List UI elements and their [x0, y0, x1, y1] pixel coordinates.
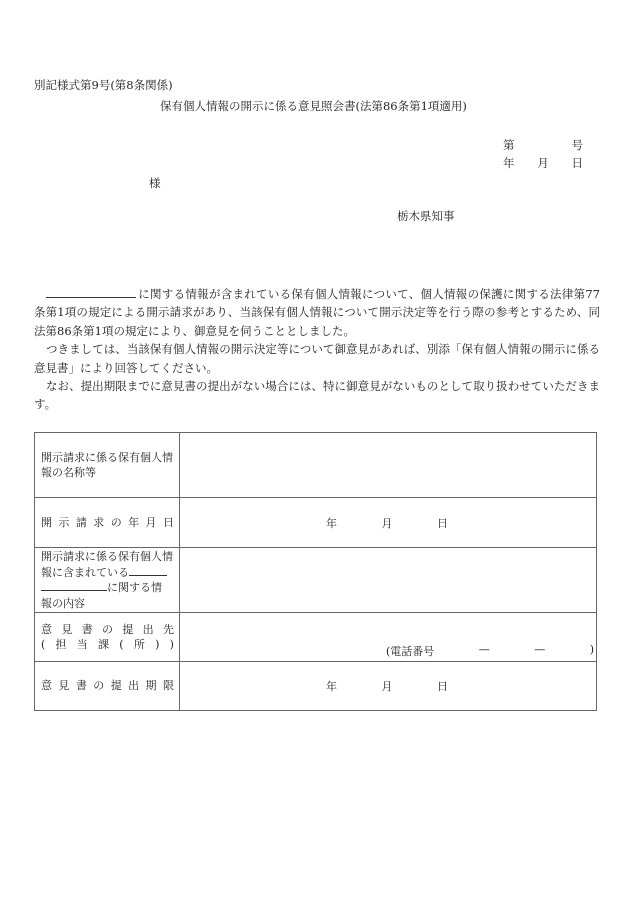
request-day: 日: [437, 516, 448, 530]
phone-label: (電話番号: [386, 645, 435, 658]
label-info-content-a: 開示請求に係る保有個人情報に含まれている: [41, 550, 173, 579]
label-char: 当: [76, 638, 88, 651]
label-char: 求: [93, 515, 105, 529]
phone-close: ): [589, 643, 594, 656]
table-row: [35, 662, 597, 711]
label-char: 提: [110, 679, 122, 693]
label-char: 見: [58, 679, 70, 693]
request-year: 年: [326, 516, 337, 530]
table-row: [35, 613, 597, 662]
label-info-content: [35, 548, 180, 613]
number-suffix: 号: [571, 138, 583, 152]
deadline-year: 年: [326, 680, 337, 693]
paragraph-1: [34, 285, 600, 340]
table-row: [35, 433, 597, 498]
label-char: (: [119, 638, 124, 651]
date-year: 年: [503, 156, 515, 170]
label-char: 年: [128, 515, 140, 529]
label-char: 担: [55, 638, 67, 651]
value-info-name: [180, 433, 597, 498]
table-row: [35, 548, 597, 613]
addressee-suffix: 様: [149, 176, 161, 190]
label-char: 書: [75, 679, 87, 693]
body-text: [34, 285, 600, 414]
blank-underline: [46, 287, 136, 298]
label-char: 所: [133, 638, 145, 651]
value-submit-to: [180, 613, 597, 662]
label-char: の: [110, 515, 122, 529]
label-char: ): [155, 638, 160, 651]
label-char: 出: [128, 679, 140, 693]
blank-underline: [41, 580, 107, 591]
label-char: 期: [145, 679, 157, 693]
label-request-date: [35, 498, 180, 548]
label-char: 開: [41, 515, 52, 529]
label-info-content-c: 報の内容: [41, 596, 85, 610]
label-char: 月: [145, 515, 157, 529]
label-char: 意: [41, 679, 52, 693]
deadline-day: 日: [437, 680, 448, 693]
blank-underline: [129, 565, 167, 576]
phone-dash-1: —: [478, 643, 490, 656]
table-row: [35, 498, 597, 548]
value-request-date: [180, 498, 597, 548]
label-info-content-b: に関する情: [107, 581, 162, 594]
document-title: 保有個人情報の開示に係る意見照会書(法第86条第1項適用): [160, 99, 467, 113]
date-month: 月: [537, 156, 549, 170]
reference-number: [503, 140, 583, 152]
request-month: 月: [381, 516, 393, 530]
label-char: の: [93, 679, 105, 693]
label-char: 提: [122, 622, 134, 636]
paragraph-2: つきましては、当該保有個人情報の開示決定等について御意見があれば、別添「保有個人情報の開示に係る意見書」により回答してください。: [34, 342, 600, 375]
label-char: ): [169, 638, 174, 651]
sender: 栃木県知事: [397, 209, 455, 223]
label-char: 書: [81, 622, 93, 636]
value-info-content: [180, 548, 597, 613]
issue-date: [503, 158, 583, 170]
label-char: 限: [162, 679, 174, 693]
label-char: 日: [162, 515, 174, 529]
label-char: の: [101, 622, 113, 636]
value-deadline: [180, 662, 597, 711]
paragraph-3: なお、提出期限までに意見書の提出がない場合には、特に御意見がないものとして取り扱わせていただきます。: [34, 379, 600, 412]
label-char: 見: [61, 622, 73, 636]
label-char: 請: [75, 515, 87, 529]
phone-dash-2: —: [534, 643, 546, 656]
label-char: 課: [98, 638, 110, 651]
number-prefix: 第: [503, 138, 515, 152]
label-char: 示: [58, 515, 70, 529]
deadline-month: 月: [381, 680, 393, 693]
info-table: [34, 432, 597, 711]
label-deadline: [35, 662, 180, 711]
label-char: 先: [162, 622, 174, 636]
paragraph-1-text: に関する情報が含まれている保有個人情報について、個人情報の保護に関する法律第77条第1項の規定による開示請求があり、当該保有個人情報について開示決定等を行う際の参考とするため、同法第86条第1項の規定により、御意見を伺うこととしました。: [34, 287, 600, 338]
date-day: 日: [571, 156, 583, 170]
label-info-name: 開示請求に係る保有個人情報の名称等: [35, 433, 180, 498]
form-id: 別記様式第9号(第8条関係): [34, 78, 173, 92]
label-char: (: [41, 638, 46, 651]
label-submit-to: [35, 613, 180, 662]
phone-number: [386, 643, 594, 659]
label-char: 意: [41, 622, 52, 636]
label-char: 出: [142, 622, 154, 636]
